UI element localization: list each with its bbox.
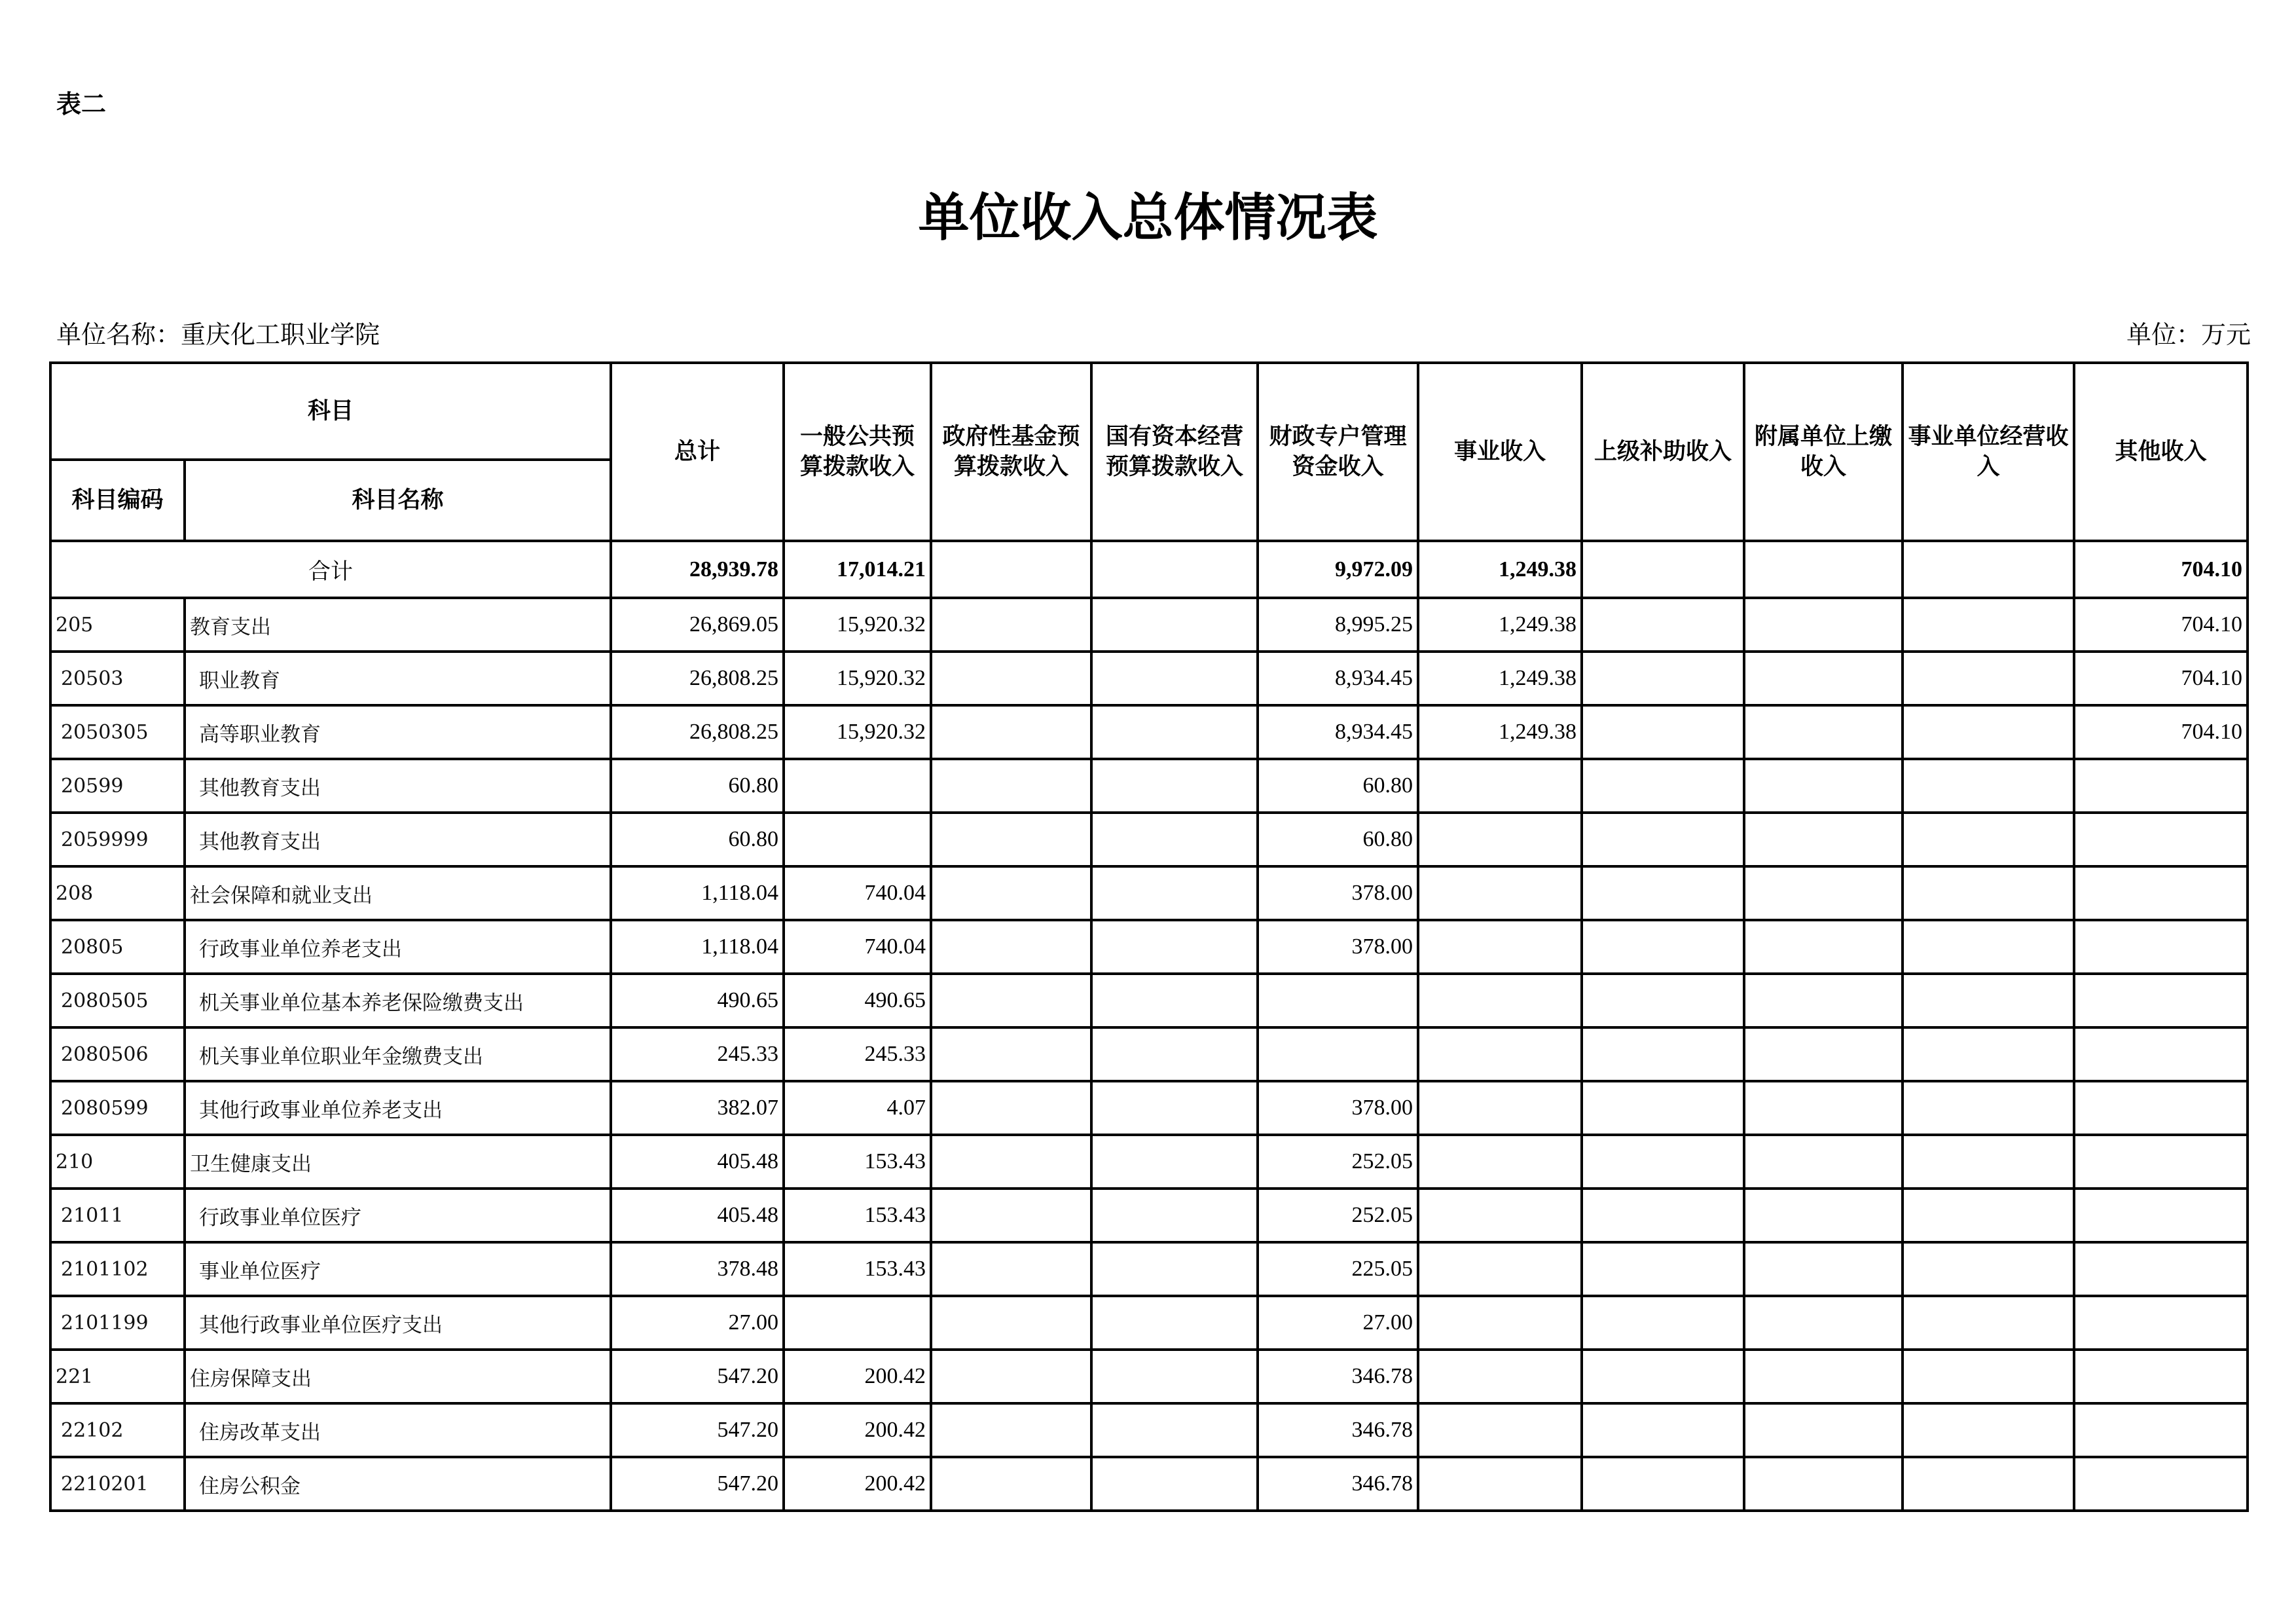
cell-gov-fund (931, 1189, 1091, 1242)
cell-general-budget: 740.04 (784, 920, 931, 974)
cell-state-capital (1091, 866, 1258, 920)
table-row (50, 1403, 2248, 1457)
cell-special-account: 225.05 (1258, 1242, 1418, 1296)
cell-operating-income (1903, 1296, 2074, 1350)
cell-general-budget: 245.33 (784, 1027, 931, 1081)
cell-general-budget: 200.42 (784, 1350, 931, 1403)
cell-business-income: 1,249.38 (1418, 598, 1582, 652)
cell-operating-income (1903, 866, 2074, 920)
table-row (50, 705, 2248, 759)
header-subject-code: 科目编码 (50, 460, 185, 541)
cell-other-income (2074, 1189, 2248, 1242)
cell-business-income (1418, 1135, 1582, 1189)
table-row (50, 1242, 2248, 1296)
cell-affiliated-payment (1744, 652, 1903, 705)
cell-total: 60.80 (611, 759, 784, 813)
cell-operating-income (1903, 759, 2074, 813)
cell-state-capital (1091, 1027, 1258, 1081)
subject-code: 2080599 (50, 1081, 185, 1135)
cell-state-capital (1091, 1457, 1258, 1511)
subject-code: 2080506 (50, 1027, 185, 1081)
cell-special-account: 60.80 (1258, 759, 1418, 813)
cell-total: 26,869.05 (611, 598, 784, 652)
header-business-income: 事业收入 (1418, 363, 1582, 541)
cell-affiliated-payment (1744, 1296, 1903, 1350)
cell-state-capital (1091, 1403, 1258, 1457)
subject-code: 20599 (50, 759, 185, 813)
cell-total: 547.20 (611, 1457, 784, 1511)
cell-other-income: 704.10 (2074, 541, 2248, 598)
cell-other-income: 704.10 (2074, 598, 2248, 652)
cell-state-capital (1091, 759, 1258, 813)
cell-special-account: 346.78 (1258, 1350, 1418, 1403)
cell-affiliated-payment (1744, 1081, 1903, 1135)
cell-total: 60.80 (611, 813, 784, 866)
cell-affiliated-payment (1744, 1457, 1903, 1511)
cell-affiliated-payment (1744, 1189, 1903, 1242)
cell-special-account: 252.05 (1258, 1135, 1418, 1189)
cell-total: 378.48 (611, 1242, 784, 1296)
cell-operating-income (1903, 1242, 2074, 1296)
cell-superior-subsidy (1582, 1027, 1744, 1081)
cell-other-income (2074, 1242, 2248, 1296)
subject-name: 其他教育支出 (185, 759, 611, 813)
cell-state-capital (1091, 920, 1258, 974)
cell-gov-fund (931, 1135, 1091, 1189)
table-row (50, 1296, 2248, 1350)
cell-superior-subsidy (1582, 1403, 1744, 1457)
cell-total: 26,808.25 (611, 652, 784, 705)
header-subject: 科目 (50, 363, 611, 460)
table-row (50, 866, 2248, 920)
cell-total: 27.00 (611, 1296, 784, 1350)
cell-state-capital (1091, 598, 1258, 652)
table-row (50, 1081, 2248, 1135)
cell-operating-income (1903, 1457, 2074, 1511)
cell-operating-income (1903, 813, 2074, 866)
cell-operating-income (1903, 1403, 2074, 1457)
cell-business-income: 1,249.38 (1418, 652, 1582, 705)
subject-code: 208 (50, 866, 185, 920)
cell-business-income (1418, 1027, 1582, 1081)
header-other-income: 其他收入 (2074, 363, 2248, 541)
cell-state-capital (1091, 541, 1258, 598)
table-row (50, 1350, 2248, 1403)
subject-code: 20805 (50, 920, 185, 974)
header-gov-fund: 政府性基金预算拨款收入 (931, 363, 1091, 541)
cell-affiliated-payment (1744, 813, 1903, 866)
cell-other-income (2074, 974, 2248, 1027)
cell-general-budget: 153.43 (784, 1189, 931, 1242)
cell-state-capital (1091, 1189, 1258, 1242)
table-row (50, 813, 2248, 866)
cell-gov-fund (931, 652, 1091, 705)
cell-affiliated-payment (1744, 1135, 1903, 1189)
cell-other-income (2074, 1403, 2248, 1457)
cell-general-budget: 153.43 (784, 1135, 931, 1189)
table-row (50, 598, 2248, 652)
cell-gov-fund (931, 1081, 1091, 1135)
cell-gov-fund (931, 1296, 1091, 1350)
table-row (50, 1189, 2248, 1242)
unit-name: 单位名称：重庆化工职业学院 (56, 320, 380, 349)
cell-superior-subsidy (1582, 1135, 1744, 1189)
subject-name: 卫生健康支出 (185, 1135, 611, 1189)
cell-operating-income (1903, 1135, 2074, 1189)
cell-special-account: 252.05 (1258, 1189, 1418, 1242)
cell-special-account: 346.78 (1258, 1457, 1418, 1511)
cell-business-income (1418, 1296, 1582, 1350)
cell-operating-income (1903, 1081, 2074, 1135)
cell-operating-income (1903, 1027, 2074, 1081)
cell-business-income (1418, 1081, 1582, 1135)
cell-total: 1,118.04 (611, 920, 784, 974)
subject-code: 2050305 (50, 705, 185, 759)
header-total: 总计 (611, 363, 784, 541)
cell-other-income (2074, 866, 2248, 920)
cell-total: 382.07 (611, 1081, 784, 1135)
table-row (50, 1457, 2248, 1511)
cell-gov-fund (931, 920, 1091, 974)
cell-superior-subsidy (1582, 866, 1744, 920)
subject-name: 机关事业单位职业年金缴费支出 (185, 1027, 611, 1081)
cell-general-budget: 17,014.21 (784, 541, 931, 598)
cell-superior-subsidy (1582, 1242, 1744, 1296)
subject-code: 2101102 (50, 1242, 185, 1296)
cell-total: 28,939.78 (611, 541, 784, 598)
table-row (50, 1027, 2248, 1081)
cell-superior-subsidy (1582, 759, 1744, 813)
cell-operating-income (1903, 705, 2074, 759)
cell-business-income (1418, 866, 1582, 920)
cell-other-income (2074, 813, 2248, 866)
subject-name: 社会保障和就业支出 (185, 866, 611, 920)
header-operating-income: 事业单位经营收入 (1903, 363, 2074, 541)
cell-special-account (1258, 974, 1418, 1027)
cell-special-account: 378.00 (1258, 1081, 1418, 1135)
cell-business-income (1418, 1189, 1582, 1242)
header-special-account: 财政专户管理资金收入 (1258, 363, 1418, 541)
subject-code: 2080505 (50, 974, 185, 1027)
cell-superior-subsidy (1582, 541, 1744, 598)
cell-gov-fund (931, 1027, 1091, 1081)
cell-total: 547.20 (611, 1403, 784, 1457)
subject-name: 行政事业单位养老支出 (185, 920, 611, 974)
cell-state-capital (1091, 1135, 1258, 1189)
table-row (50, 920, 2248, 974)
cell-gov-fund (931, 813, 1091, 866)
cell-affiliated-payment (1744, 541, 1903, 598)
subject-name: 行政事业单位医疗 (185, 1189, 611, 1242)
header-superior-subsidy: 上级补助收入 (1582, 363, 1744, 541)
cell-general-budget: 740.04 (784, 866, 931, 920)
subject-code: 22102 (50, 1403, 185, 1457)
cell-special-account: 378.00 (1258, 866, 1418, 920)
cell-general-budget: 200.42 (784, 1403, 931, 1457)
subject-name: 住房保障支出 (185, 1350, 611, 1403)
cell-state-capital (1091, 652, 1258, 705)
cell-superior-subsidy (1582, 974, 1744, 1027)
cell-state-capital (1091, 813, 1258, 866)
table-label: 表二 (56, 90, 107, 119)
cell-state-capital (1091, 1081, 1258, 1135)
cell-gov-fund (931, 759, 1091, 813)
cell-gov-fund (931, 541, 1091, 598)
cell-superior-subsidy (1582, 1350, 1744, 1403)
cell-state-capital (1091, 1296, 1258, 1350)
total-row (50, 541, 2248, 598)
currency-unit: 单位：万元 (2126, 320, 2251, 349)
cell-operating-income (1903, 652, 2074, 705)
cell-business-income (1418, 1457, 1582, 1511)
subject-name: 住房改革支出 (185, 1403, 611, 1457)
cell-superior-subsidy (1582, 598, 1744, 652)
subject-name: 事业单位医疗 (185, 1242, 611, 1296)
total-label: 合计 (50, 541, 611, 598)
cell-special-account: 378.00 (1258, 920, 1418, 974)
cell-special-account: 8,995.25 (1258, 598, 1418, 652)
cell-gov-fund (931, 1457, 1091, 1511)
cell-business-income: 1,249.38 (1418, 541, 1582, 598)
cell-state-capital (1091, 1242, 1258, 1296)
table-row (50, 652, 2248, 705)
cell-affiliated-payment (1744, 1403, 1903, 1457)
table-row (50, 759, 2248, 813)
cell-other-income (2074, 759, 2248, 813)
cell-other-income (2074, 1457, 2248, 1511)
subject-code: 20503 (50, 652, 185, 705)
cell-general-budget: 15,920.32 (784, 598, 931, 652)
cell-special-account: 346.78 (1258, 1403, 1418, 1457)
subject-code: 2210201 (50, 1457, 185, 1511)
cell-general-budget: 490.65 (784, 974, 931, 1027)
cell-total: 1,118.04 (611, 866, 784, 920)
cell-other-income (2074, 1027, 2248, 1081)
header-affiliated-payment: 附属单位上缴收入 (1744, 363, 1903, 541)
cell-gov-fund (931, 1350, 1091, 1403)
cell-gov-fund (931, 1403, 1091, 1457)
cell-superior-subsidy (1582, 920, 1744, 974)
header-general-budget: 一般公共预算拨款收入 (784, 363, 931, 541)
cell-operating-income (1903, 541, 2074, 598)
subject-code: 205 (50, 598, 185, 652)
cell-special-account: 9,972.09 (1258, 541, 1418, 598)
cell-superior-subsidy (1582, 1081, 1744, 1135)
cell-total: 490.65 (611, 974, 784, 1027)
cell-gov-fund (931, 1242, 1091, 1296)
cell-general-budget (784, 813, 931, 866)
subject-code: 210 (50, 1135, 185, 1189)
subject-name: 教育支出 (185, 598, 611, 652)
cell-affiliated-payment (1744, 1242, 1903, 1296)
cell-gov-fund (931, 598, 1091, 652)
cell-general-budget: 200.42 (784, 1457, 931, 1511)
cell-general-budget (784, 759, 931, 813)
cell-operating-income (1903, 1350, 2074, 1403)
cell-affiliated-payment (1744, 866, 1903, 920)
cell-total: 405.48 (611, 1135, 784, 1189)
cell-operating-income (1903, 920, 2074, 974)
cell-total: 26,808.25 (611, 705, 784, 759)
cell-general-budget: 4.07 (784, 1081, 931, 1135)
cell-gov-fund (931, 866, 1091, 920)
cell-total: 245.33 (611, 1027, 784, 1081)
cell-state-capital (1091, 705, 1258, 759)
cell-business-income (1418, 1350, 1582, 1403)
cell-affiliated-payment (1744, 974, 1903, 1027)
header-state-capital: 国有资本经营预算拨款收入 (1091, 363, 1258, 541)
cell-other-income (2074, 1135, 2248, 1189)
cell-affiliated-payment (1744, 759, 1903, 813)
cell-affiliated-payment (1744, 1027, 1903, 1081)
cell-state-capital (1091, 1350, 1258, 1403)
cell-operating-income (1903, 1189, 2074, 1242)
income-table (49, 361, 2249, 1512)
cell-total: 547.20 (611, 1350, 784, 1403)
subject-name: 职业教育 (185, 652, 611, 705)
cell-special-account: 8,934.45 (1258, 705, 1418, 759)
cell-other-income (2074, 1081, 2248, 1135)
cell-general-budget: 15,920.32 (784, 652, 931, 705)
cell-affiliated-payment (1744, 598, 1903, 652)
cell-superior-subsidy (1582, 652, 1744, 705)
cell-special-account: 27.00 (1258, 1296, 1418, 1350)
subject-code: 2059999 (50, 813, 185, 866)
cell-superior-subsidy (1582, 705, 1744, 759)
cell-special-account: 8,934.45 (1258, 652, 1418, 705)
cell-other-income (2074, 1350, 2248, 1403)
cell-superior-subsidy (1582, 1296, 1744, 1350)
cell-total: 405.48 (611, 1189, 784, 1242)
cell-other-income (2074, 1296, 2248, 1350)
subject-name: 其他行政事业单位医疗支出 (185, 1296, 611, 1350)
cell-superior-subsidy (1582, 1189, 1744, 1242)
cell-business-income (1418, 813, 1582, 866)
cell-other-income: 704.10 (2074, 705, 2248, 759)
subject-name: 高等职业教育 (185, 705, 611, 759)
subject-name: 其他行政事业单位养老支出 (185, 1081, 611, 1135)
subject-code: 2101199 (50, 1296, 185, 1350)
table-row (50, 1135, 2248, 1189)
subject-name: 其他教育支出 (185, 813, 611, 866)
table-row (50, 974, 2248, 1027)
cell-special-account: 60.80 (1258, 813, 1418, 866)
subject-name: 机关事业单位基本养老保险缴费支出 (185, 974, 611, 1027)
cell-general-budget (784, 1296, 931, 1350)
subject-code: 21011 (50, 1189, 185, 1242)
cell-affiliated-payment (1744, 1350, 1903, 1403)
cell-state-capital (1091, 974, 1258, 1027)
cell-other-income (2074, 920, 2248, 974)
cell-general-budget: 15,920.32 (784, 705, 931, 759)
cell-gov-fund (931, 974, 1091, 1027)
cell-gov-fund (931, 705, 1091, 759)
cell-business-income (1418, 974, 1582, 1027)
cell-operating-income (1903, 598, 2074, 652)
cell-business-income: 1,249.38 (1418, 705, 1582, 759)
cell-business-income (1418, 1242, 1582, 1296)
subject-code: 221 (50, 1350, 185, 1403)
cell-affiliated-payment (1744, 705, 1903, 759)
page-title: 单位收入总体情况表 (918, 188, 1378, 248)
cell-superior-subsidy (1582, 813, 1744, 866)
header-subject-name: 科目名称 (185, 460, 611, 541)
cell-superior-subsidy (1582, 1457, 1744, 1511)
cell-other-income: 704.10 (2074, 652, 2248, 705)
cell-special-account (1258, 1027, 1418, 1081)
cell-business-income (1418, 920, 1582, 974)
cell-business-income (1418, 759, 1582, 813)
cell-business-income (1418, 1403, 1582, 1457)
cell-affiliated-payment (1744, 920, 1903, 974)
subject-name: 住房公积金 (185, 1457, 611, 1511)
cell-general-budget: 153.43 (784, 1242, 931, 1296)
cell-operating-income (1903, 974, 2074, 1027)
